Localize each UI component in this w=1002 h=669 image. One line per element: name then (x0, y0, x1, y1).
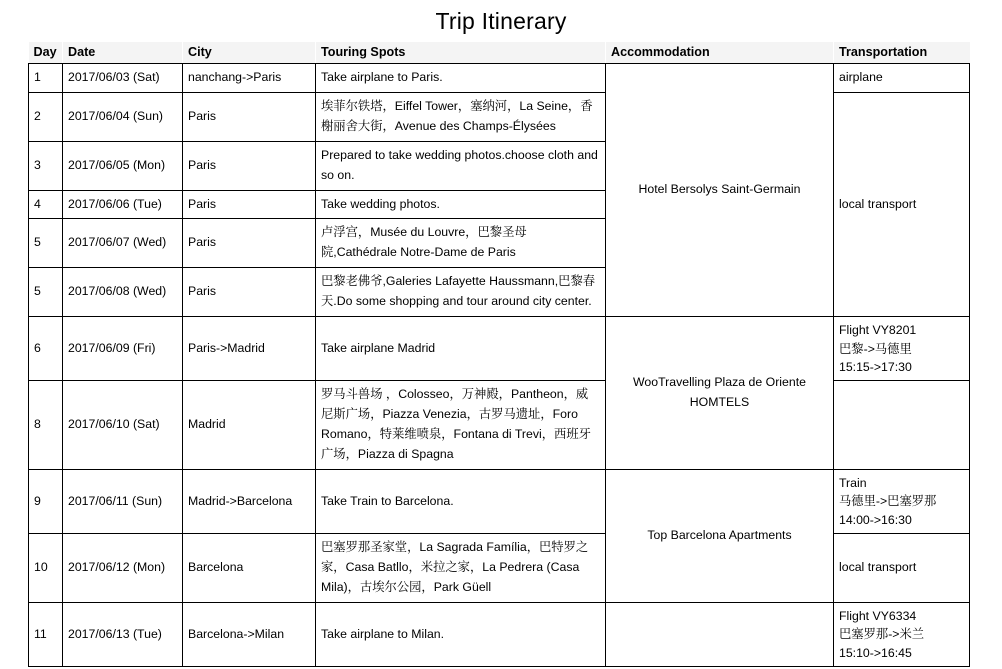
cell-transportation (834, 92, 970, 316)
cell-accommodation (606, 470, 834, 603)
cell-city: Madrid->Barcelona (183, 470, 316, 534)
table-header (29, 42, 970, 64)
cell-day: 8 (29, 381, 63, 470)
cell-date: 2017/06/11 (Sun) (63, 470, 183, 534)
transportation-line: 巴黎->马德里 (839, 341, 912, 356)
column-header-day: Day (29, 42, 63, 64)
cell-day: 1 (29, 64, 63, 93)
cell-city: Paris (183, 190, 316, 219)
transportation-line: 15:15->17:30 (839, 359, 912, 374)
cell-city: Barcelona (183, 534, 316, 603)
table-row (29, 317, 970, 381)
transportation-line: 马德里->巴塞罗那 (839, 494, 937, 509)
cell-date: 2017/06/10 (Sat) (63, 381, 183, 470)
transportation-line: Flight VY6334 (839, 609, 917, 624)
cell-date: 2017/06/03 (Sat) (63, 64, 183, 93)
cell-day: 5 (29, 219, 63, 268)
cell-date: 2017/06/13 (Tue) (63, 603, 183, 667)
transportation-line: Flight VY8201 (839, 323, 917, 338)
cell-touring-spots: 埃菲尔铁塔，Eiffel Tower，塞纳河，La Seine，香榭丽舍大街，Avenue des Champs-Élysées (316, 92, 606, 141)
cell-day: 2 (29, 92, 63, 141)
cell-accommodation (606, 64, 834, 317)
cell-day: 11 (29, 603, 63, 667)
table-body (29, 64, 970, 667)
accommodation-line: WooTravelling Plaza de Oriente (633, 375, 806, 390)
cell-transportation (834, 534, 970, 603)
cell-date: 2017/06/08 (Wed) (63, 268, 183, 317)
cell-transportation (834, 470, 970, 534)
cell-city: Paris (183, 268, 316, 317)
transportation-line: 15:10->16:45 (839, 645, 912, 660)
accommodation-line: HOMTELS (689, 395, 750, 410)
column-header-city: City (183, 42, 316, 64)
cell-transportation (834, 603, 970, 667)
column-header-date: Date (63, 42, 183, 64)
cell-accommodation (606, 317, 834, 470)
cell-date: 2017/06/06 (Tue) (63, 190, 183, 219)
cell-accommodation (606, 603, 834, 667)
header-row (29, 42, 970, 64)
cell-touring-spots: Prepared to take wedding photos.choose cloth and so on. (316, 141, 606, 190)
cell-date: 2017/06/04 (Sun) (63, 92, 183, 141)
cell-date: 2017/06/07 (Wed) (63, 219, 183, 268)
transportation-line: local transport (839, 196, 917, 211)
cell-city: Barcelona->Milan (183, 603, 316, 667)
table-row (29, 470, 970, 534)
cell-city: Paris (183, 141, 316, 190)
transportation-line: airplane (839, 70, 883, 84)
cell-transportation (834, 64, 970, 93)
cell-day: 10 (29, 534, 63, 603)
cell-touring-spots: Take wedding photos. (316, 190, 606, 219)
cell-city: Paris->Madrid (183, 317, 316, 381)
cell-touring-spots: 罗马斗兽场 ，Colosseo，万神殿，Pantheon，威尼斯广场，Piazza Venezia，古罗马遗址，Foro Romano，特莱维喷泉，Fontana di Trevi，西班牙广场，Piazza di Spagna (316, 381, 606, 470)
cell-touring-spots: 巴黎老佛爷,Galeries Lafayette Haussmann,巴黎春天.Do some shopping and tour around city center. (316, 268, 606, 317)
table-row (29, 64, 970, 93)
cell-touring-spots: Take airplane Madrid (316, 317, 606, 381)
accommodation-line: Top Barcelona Apartments (647, 528, 792, 543)
cell-date: 2017/06/05 (Mon) (63, 141, 183, 190)
column-header-transportation: Transportation (834, 42, 970, 64)
cell-day: 6 (29, 317, 63, 381)
transportation-line: 巴塞罗那->米兰 (839, 627, 925, 642)
cell-transportation (834, 317, 970, 381)
cell-touring-spots: 卢浮宫，Musée du Louvre，巴黎圣母院,Cathédrale Notre-Dame de Paris (316, 219, 606, 268)
cell-day: 5 (29, 268, 63, 317)
cell-city: Paris (183, 219, 316, 268)
cell-touring-spots: Take airplane to Milan. (316, 603, 606, 667)
column-header-touring-spots: Touring Spots (316, 42, 606, 64)
cell-city: Paris (183, 92, 316, 141)
page-title: Trip Itinerary (435, 8, 567, 34)
cell-day: 4 (29, 190, 63, 219)
column-header-accommodation: Accommodation (606, 42, 834, 64)
cell-touring-spots: 巴塞罗那圣家堂，La Sagrada Família，巴特罗之家，Casa Batllo，米拉之家，La Pedrera (Casa Mila)，古埃尔公园，Park Güell (316, 534, 606, 603)
accommodation-line: Hotel Bersolys Saint-Germain (638, 182, 801, 197)
cell-touring-spots: Take Train to Barcelona. (316, 470, 606, 534)
cell-day: 9 (29, 470, 63, 534)
cell-city: nanchang->Paris (183, 64, 316, 93)
transportation-line: local transport (839, 560, 917, 575)
itinerary-table-container (28, 42, 969, 667)
cell-city: Madrid (183, 381, 316, 470)
transportation-line: Train (839, 476, 867, 490)
cell-date: 2017/06/12 (Mon) (63, 534, 183, 603)
cell-touring-spots: Take airplane to Paris. (316, 64, 606, 93)
itinerary-table (28, 42, 970, 667)
cell-date: 2017/06/09 (Fri) (63, 317, 183, 381)
cell-transportation (834, 381, 970, 470)
cell-day: 3 (29, 141, 63, 190)
transportation-line: 14:00->16:30 (839, 512, 912, 527)
table-row (29, 603, 970, 667)
